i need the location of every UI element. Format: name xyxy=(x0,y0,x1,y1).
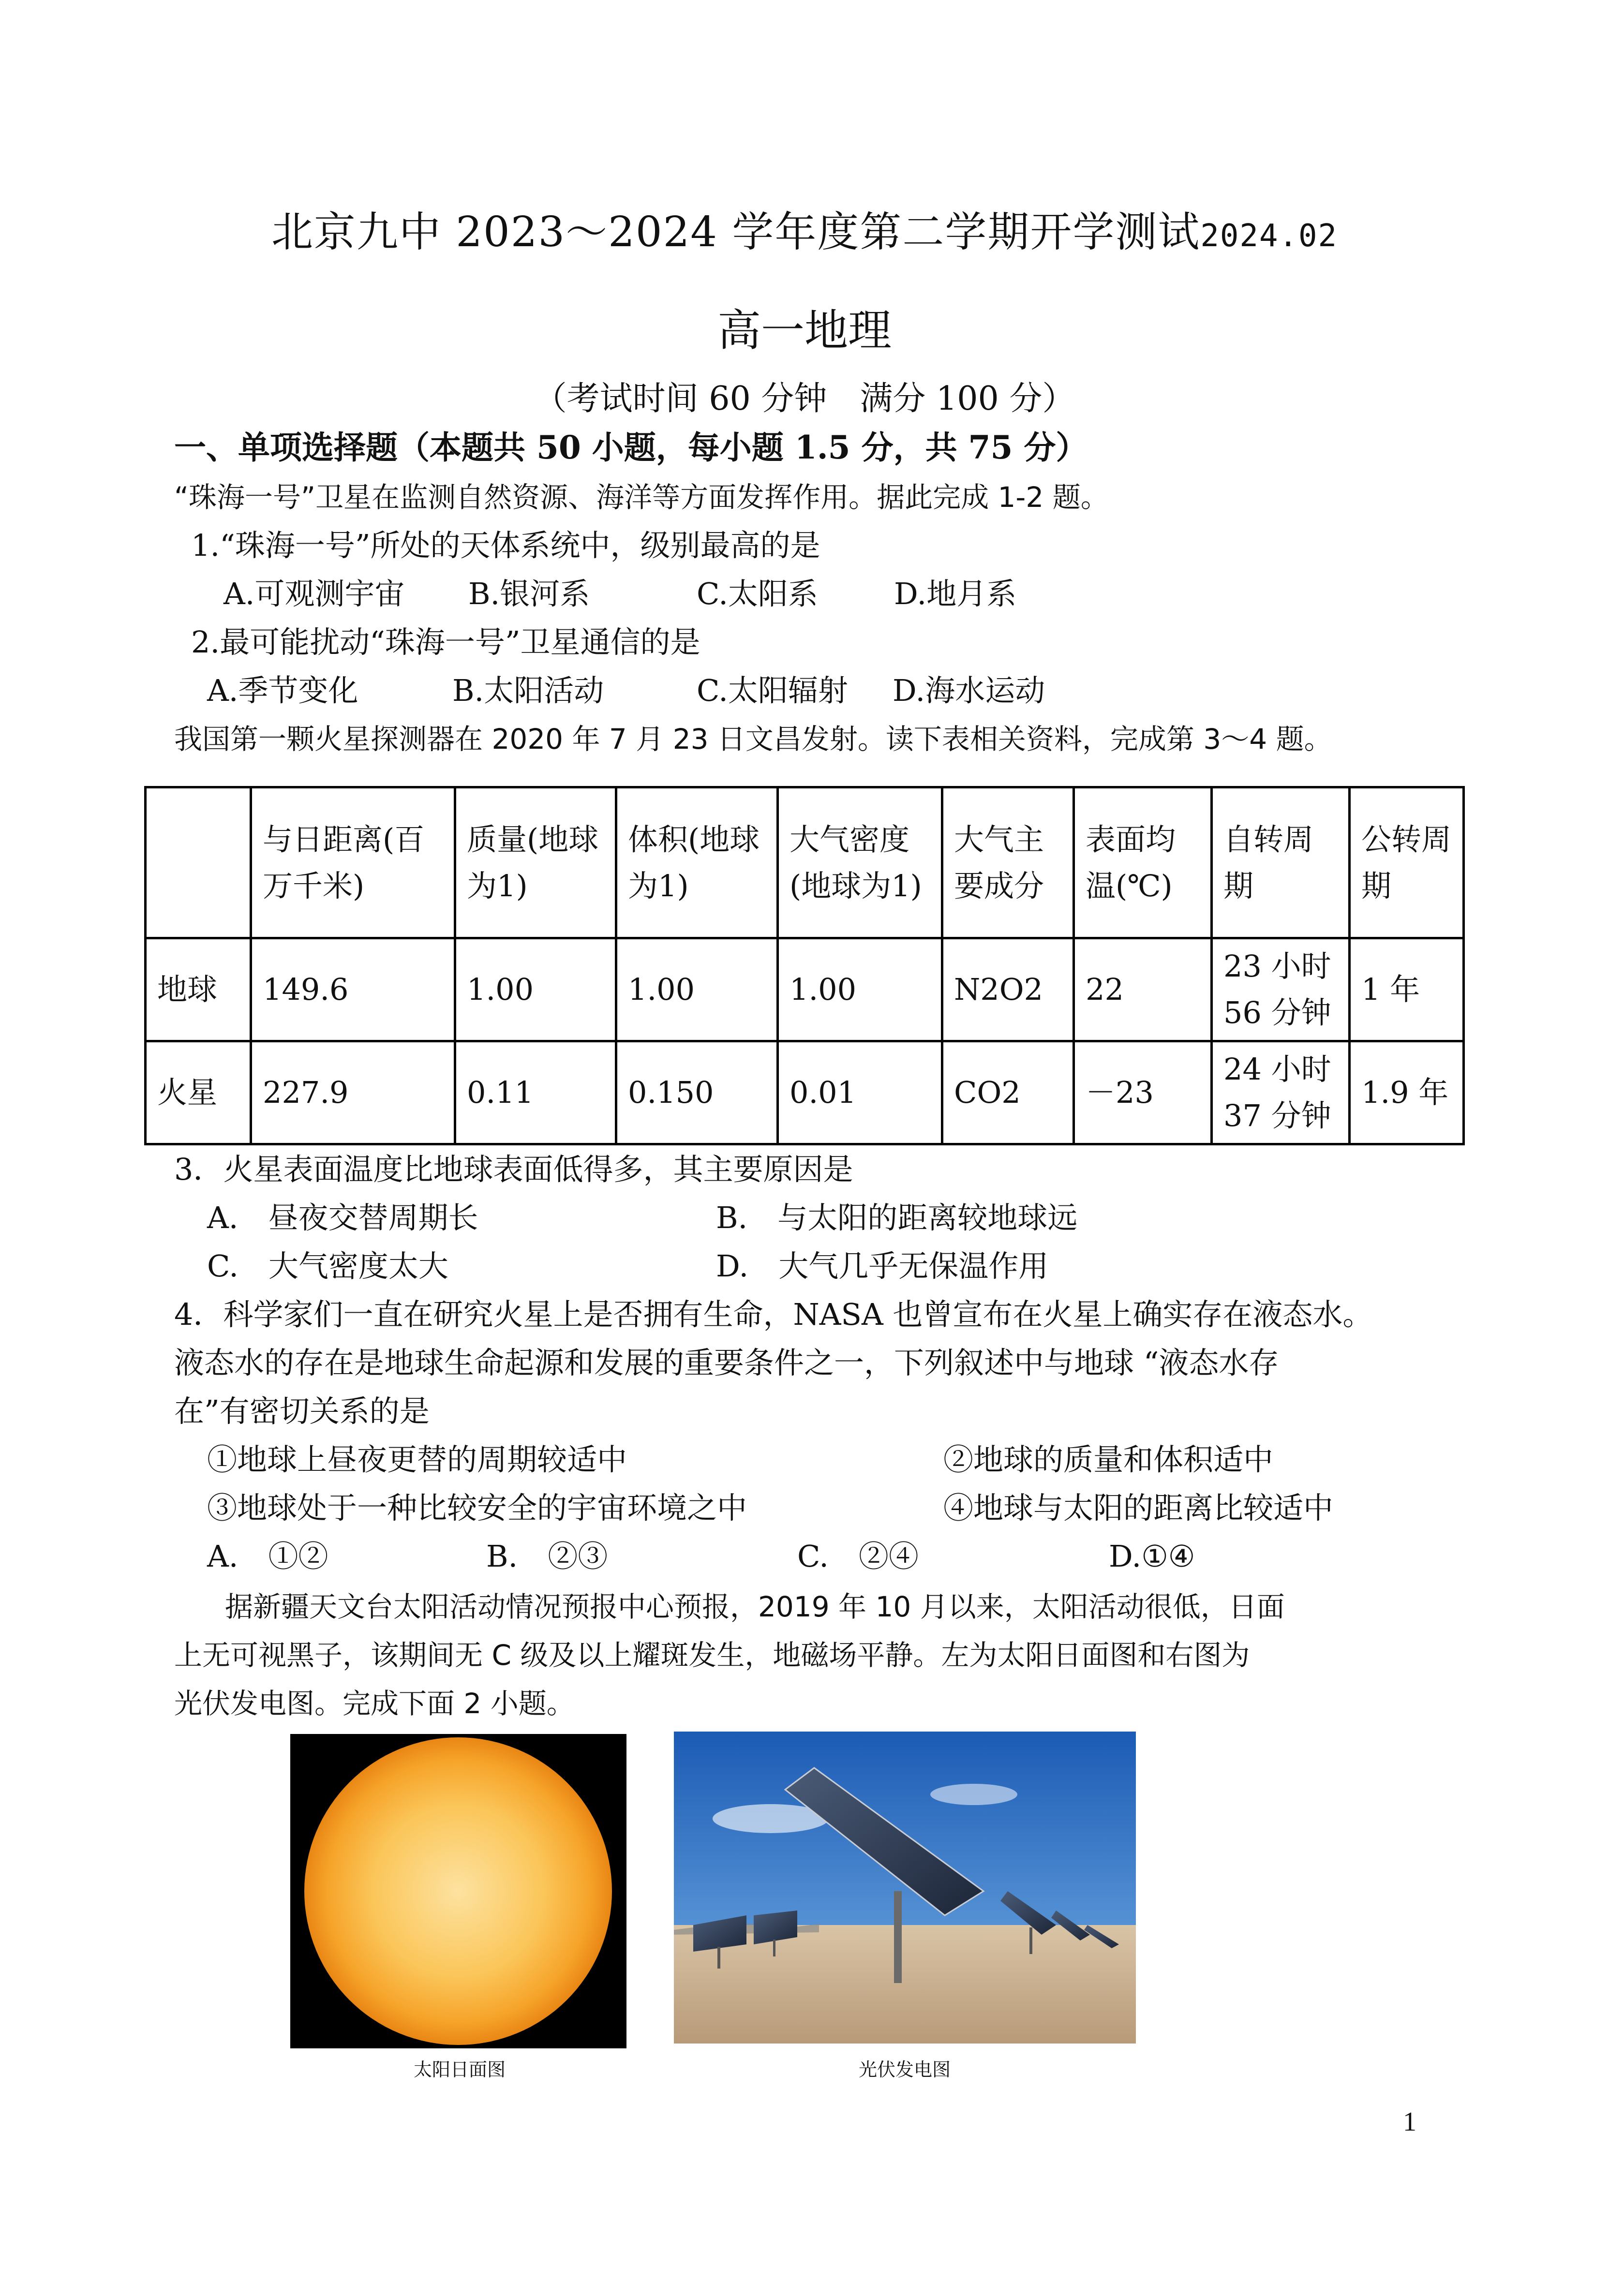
table-cell: 1.00 xyxy=(778,938,942,1041)
table-header-cell: 公转周期 xyxy=(1350,787,1464,938)
q2-option-a: A.季节变化 xyxy=(207,673,358,708)
table-cell: 1.00 xyxy=(616,938,778,1041)
exam-title xyxy=(0,198,1609,258)
q1-stem: 1.“珠海一号”所处的天体系统中，级别最高的是 xyxy=(191,528,820,563)
q3-stem: 3．火星表面温度比地球表面低得多，其主要原因是 xyxy=(174,1152,853,1187)
sun-caption: 太阳日面图 xyxy=(414,2059,506,2080)
q4-line-3: 在”有密切关系的是 xyxy=(174,1393,430,1429)
planet-data-table xyxy=(144,786,1465,1145)
q4-line-1: 4．科学家们一直在研究火星上是否拥有生命，NASA 也曾宣布在火星上确实存在液态水。 xyxy=(174,1297,1373,1332)
section-heading: 一、单项选择题（本题共 50 小题，每小题 1.5 分，共 75 分） xyxy=(174,429,1088,466)
intro-5-6-line-1: 据新疆天文台太阳活动情况预报中心预报，2019 年 10 月以来，太阳活动很低，日面 xyxy=(225,1590,1285,1623)
table-header-cell: 表面均温(℃) xyxy=(1074,787,1212,938)
q3-option-d: D. 大气几乎无保温作用 xyxy=(716,1248,1049,1284)
table-header-cell: 大气主要成分 xyxy=(942,787,1074,938)
q2-option-d: D.海水运动 xyxy=(893,673,1045,708)
table-cell: 23 小时 56 分钟 xyxy=(1212,938,1350,1041)
sun-disk-image xyxy=(290,1734,626,2048)
table-cell: 1 年 xyxy=(1350,938,1464,1041)
table-header-cell: 大气密度(地球为1) xyxy=(778,787,942,938)
table-cell: 227.9 xyxy=(251,1041,455,1144)
table-header-cell: 体积(地球为1) xyxy=(616,787,778,938)
sun-disk-icon xyxy=(290,1734,626,2048)
q1-option-d: D.地月系 xyxy=(894,576,1017,611)
table-cell: 0.11 xyxy=(455,1041,616,1144)
intro-5-6-line-3: 光伏发电图。完成下面 2 小题。 xyxy=(174,1687,575,1720)
table-header-cell xyxy=(146,787,251,938)
q4-line-2: 液态水的存在是地球生命起源和发展的重要条件之一，下列叙述中与地球 “液态水存 xyxy=(174,1345,1279,1380)
table-cell: 149.6 xyxy=(251,938,455,1041)
q2-option-b: B.太阳活动 xyxy=(452,673,604,708)
exam-date: 2024.02 xyxy=(1200,218,1338,254)
table-cell: 0.01 xyxy=(778,1041,942,1144)
table-cell: 0.150 xyxy=(616,1041,778,1144)
table-cell: －23 xyxy=(1074,1041,1212,1144)
pv-caption: 光伏发电图 xyxy=(859,2059,951,2080)
q4-option-a: A. ①② xyxy=(207,1539,328,1574)
table-cell: N2O2 xyxy=(942,938,1074,1041)
q2-option-c: C.太阳辐射 xyxy=(697,673,848,708)
table-header-cell: 自转周期 xyxy=(1212,787,1350,938)
page-number: 1 xyxy=(1403,2107,1416,2137)
table-cell: CO2 xyxy=(942,1041,1074,1144)
table-cell: 22 xyxy=(1074,938,1212,1041)
q1-option-c: C.太阳系 xyxy=(697,576,818,611)
q4-item-2: ②地球的质量和体积适中 xyxy=(943,1442,1274,1477)
solar-panel-icon xyxy=(674,1732,1136,2044)
intro-1-2: “珠海一号”卫星在监测自然资源、海洋等方面发挥作用。据此完成 1-2 题。 xyxy=(174,481,1109,514)
table-cell: 1.9 年 xyxy=(1350,1041,1464,1144)
q3-option-a: A. 昼夜交替周期长 xyxy=(207,1200,478,1235)
q1-option-a: A.可观测宇宙 xyxy=(223,576,405,611)
table-header-row xyxy=(146,787,1464,938)
table-cell: 1.00 xyxy=(455,938,616,1041)
exam-info: （考试时间 60 分钟 满分 100 分） xyxy=(534,380,1075,418)
table-cell: 火星 xyxy=(146,1041,251,1144)
q4-item-3: ③地球处于一种比较安全的宇宙环境之中 xyxy=(207,1490,747,1526)
exam-title-text: 北京九中 2023～2024 学年度第二学期开学测试 xyxy=(271,208,1201,256)
q4-option-b: B. ②③ xyxy=(486,1539,608,1574)
q2-stem: 2.最可能扰动“珠海一号”卫星通信的是 xyxy=(191,624,700,660)
table-header-cell: 与日距离(百万千米) xyxy=(251,787,455,938)
q4-item-4: ④地球与太阳的距离比较适中 xyxy=(943,1490,1334,1526)
subject-title: 高一地理 xyxy=(717,305,892,356)
q3-option-c: C. 大气密度太大 xyxy=(207,1248,448,1284)
table-header-cell: 质量(地球为1) xyxy=(455,787,616,938)
pv-power-image xyxy=(674,1732,1136,2044)
intro-5-6-line-2: 上无可视黑子，该期间无 C 级及以上耀斑发生，地磁场平静。左为太阳日面图和右图为 xyxy=(174,1639,1250,1672)
intro-3-4: 我国第一颗火星探测器在 2020 年 7 月 23 日文昌发射。读下表相关资料，完成第 3～4 题。 xyxy=(174,723,1332,755)
table-row xyxy=(146,1041,1464,1144)
q1-option-b: B.银河系 xyxy=(468,576,590,611)
q3-option-b: B. 与太阳的距离较地球远 xyxy=(716,1200,1078,1235)
table-cell: 地球 xyxy=(146,938,251,1041)
q4-option-d: D.①④ xyxy=(1109,1539,1195,1574)
table-row xyxy=(146,938,1464,1041)
table-cell: 24 小时 37 分钟 xyxy=(1212,1041,1350,1144)
q4-option-c: C. ②④ xyxy=(797,1539,919,1574)
q4-item-1: ①地球上昼夜更替的周期较适中 xyxy=(207,1442,627,1477)
